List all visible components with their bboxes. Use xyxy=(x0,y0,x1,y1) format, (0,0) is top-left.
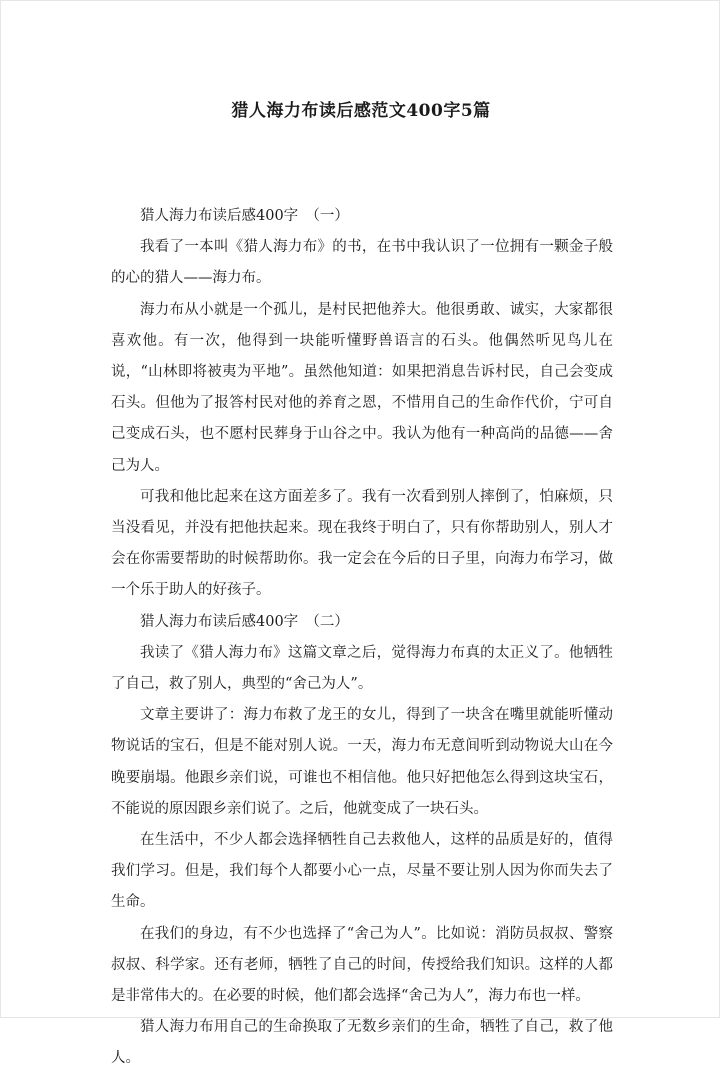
paragraph: 在我们的身边，有不少也选择了“舍己为人”。比如说：消防员叔叔、警察叔叔、科学家。还有老师，牺牲了自己的时间，传授给我们知识。这样的人都是非常伟大的。在必要的时候，他们都会选择“舍己为人”，海力布也一样。 xyxy=(111,925,613,1005)
paragraph: 我看了一本叫《猎人海力布》的书，在书中我认识了一位拥有一颗金子般的心的猎人——海力布。 xyxy=(111,239,613,287)
section-heading: 猎人海力布读后感400字 （一） xyxy=(140,208,349,224)
document-title: 猎人海力布读后感范文400字5篇 xyxy=(231,101,491,121)
paragraph: 猎人海力布用自己的生命换取了无数乡亲们的生命，牺牲了自己，救了他人。 xyxy=(111,1019,613,1067)
section-heading: 猎人海力布读后感400字 （二） xyxy=(140,613,349,630)
document-body xyxy=(111,201,613,1075)
paragraph: 可我和他比起来在这方面差多了。我有一次看到别人摔倒了，怕麻烦，只当没看见，并没有把他扶起来。现在我终于明白了，只有你帮助别人，别人才会在你需要帮助的时候帮助你。我一定会在今后的日子里，向海力布学习，做一个乐于助人的好孩子。 xyxy=(111,488,613,599)
paragraph: 海力布从小就是一个孤儿，是村民把他养大。他很勇敢、诚实，大家都很喜欢他。有一次，他得到一块能听懂野兽语言的石头。他偶然听见鸟儿在说，“山林即将被夷为平地”。虽然他知道：如果把消息告诉村民，自己会变成石头。但他为了报答村民对他的养育之恩，不惜用自己的生命作代价，宁可自己变成石头，也不愿村民葬身于山谷之中。我认为他有一种高尚的品德——舍己为人。 xyxy=(111,301,613,474)
paragraph: 在生活中，不少人都会选择牺牲自己去救他人，这样的品质是好的，值得我们学习。但是，我们每个人都要小心一点，尽量不要让别人因为你而失去了生命。 xyxy=(111,832,613,911)
paragraph: 文章主要讲了：海力布救了龙王的女儿，得到了一块含在嘴里就能听懂动物说话的宝石，但是不能对别人说。一天，海力布无意间听到动物说大山在今晚要崩塌。他跟乡亲们说，可谁也不相信他。他只好把他怎么得到这块宝石，不能说的原因跟乡亲们说了。之后，他就变成了一块石头。 xyxy=(111,707,613,817)
paragraph: 我读了《猎人海力布》这篇文章之后，觉得海力布真的太正义了。他牺牲了自己，救了别人，典型的“舍己为人”。 xyxy=(111,644,613,693)
